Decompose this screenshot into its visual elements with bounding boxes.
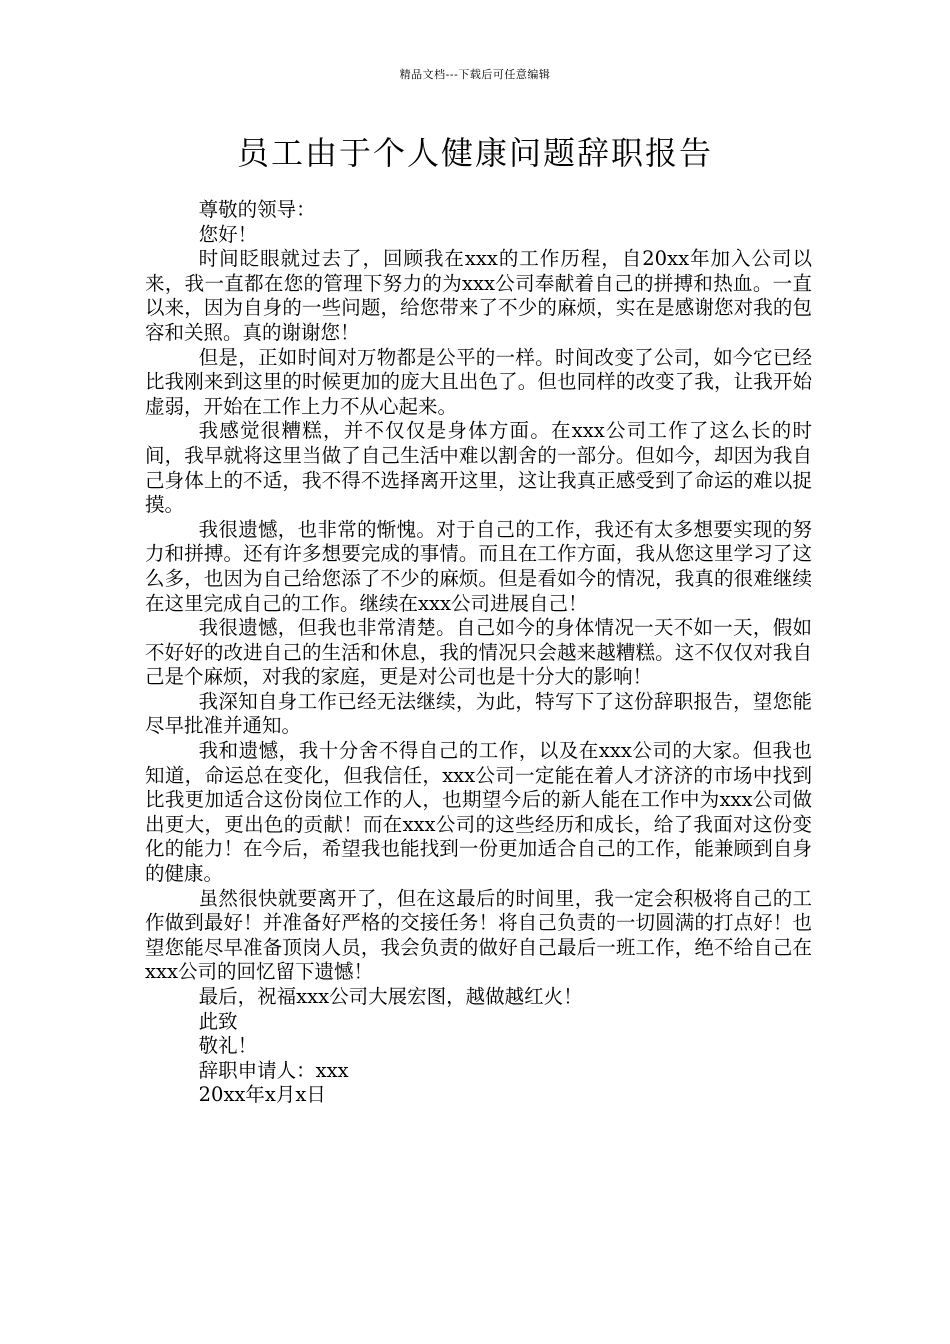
body-paragraph: 虽然很快就要离开了，但在这最后的时间里，我一定会积极将自己的工作做到最好！并准备好严格的交接任务！将自己负责的一切圆满的打点好！也望您能尽早准备顶岗人员，我会负责的做好自己最后一班工作，绝不给自己在xxx公司的回忆留下遗憾！ — [145, 886, 812, 984]
body-paragraph: 但是，正如时间对万物都是公平的一样。时间改变了公司，如今它已经比我刚来到这里的时候更加的庞大且出色了。但也同样的改变了我，让我开始虚弱，开始在工作上力不从心起来。 — [145, 345, 812, 418]
document-title: 员工由于个人健康问题辞职报告 — [236, 134, 713, 172]
body-paragraph: 我很遗憾，但我也非常清楚。自己如今的身体情况一天不如一天，假如不好好的改进自己的生活和休息，我的情况只会越来越糟糕。这不仅仅对我自己是个麻烦，对我的家庭，更是对公司也是十分大的影响！ — [145, 616, 812, 689]
body-paragraph: 最后，祝福xxx公司大展宏图，越做越红火！ — [198, 985, 583, 1008]
body-paragraph: 时间眨眼就过去了，回顾我在xxx的工作历程，自20xx年加入公司以来，我一直都在您的管理下努力的为xxx公司奉献着自己的拼搏和热血。一直以来，因为自身的一些问题，给您带来了不少的麻烦，实在是感谢您对我的包容和关照。真的谢谢您！ — [145, 247, 812, 344]
body-paragraph: 我和遗憾，我十分舍不得自己的工作，以及在xxx公司的大家。但我也知道，命运总在变化，但我信任，xxx公司一定能在着人才济济的市场中找到比我更加适合这份岗位工作的人，也期望今后的新人能在工作中为xxx公司做出更大，更出色的贡献！而在xxx公司的这些经历和成长，给了我面对这份变化的能力！在今后，希望我也能找到一份更加适合自己的工作，能兼顾到自身的健康。 — [145, 739, 812, 886]
document-body — [145, 198, 812, 1108]
body-paragraph: 我感觉很糟糕，并不仅仅是身体方面。在xxx公司工作了这么长的时间，我早就将这里当做了自己生活中难以割舍的一部分。但如今，却因为我自己身体上的不适，我不得不选择离开这里，这让我真正感受到了命运的难以捉摸。 — [145, 419, 812, 517]
body-paragraph: 我深知自身工作已经无法继续，为此，特写下了这份辞职报告，望您能尽早批准并通知。 — [145, 689, 812, 738]
greeting: 您好！ — [198, 222, 258, 246]
closing-line-2: 敬礼！ — [198, 1034, 258, 1058]
signature: 辞职申请人：xxx — [198, 1058, 349, 1082]
header-note: 精品文档---下载后可任意编辑 — [399, 68, 551, 81]
salutation: 尊敬的领导： — [198, 198, 316, 221]
date: 20xx年x月x日 — [198, 1083, 326, 1107]
body-paragraph: 我很遗憾，也非常的惭愧。对于自己的工作，我还有太多想要实现的努力和拼搏。还有许多想要完成的事情。而且在工作方面，我从您这里学习了这么多，也因为自己给您添了不少的麻烦。但是看如今的情况，我真的很难继续在这里完成自己的工作。继续在xxx公司进展自己！ — [145, 517, 812, 615]
closing-line-1: 此致 — [198, 1009, 238, 1033]
